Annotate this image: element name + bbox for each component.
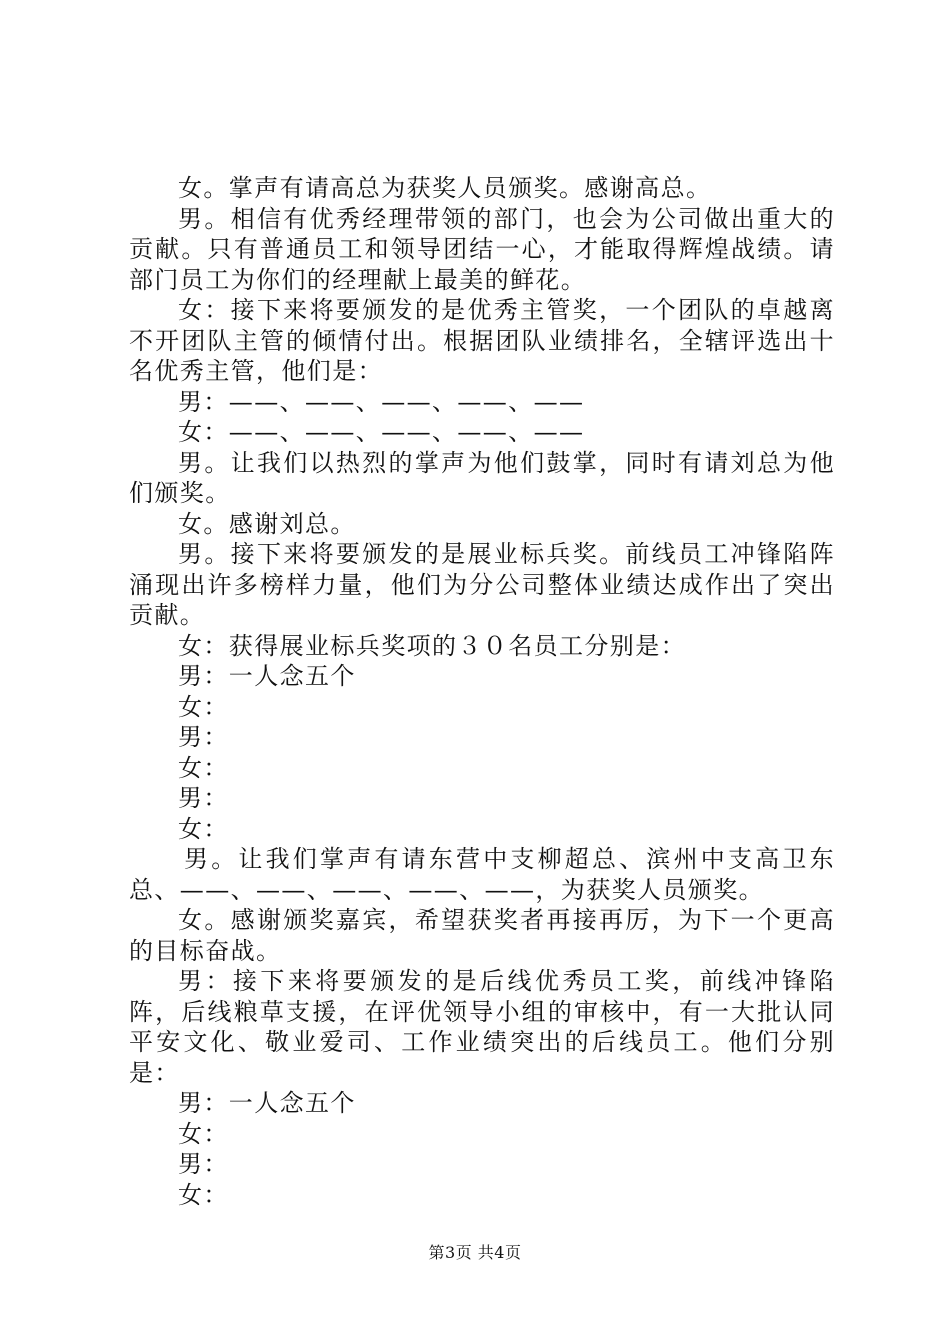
paragraph: 男：——、——、——、——、—— (178, 387, 585, 416)
paragraph: 女。感谢刘总。 (178, 509, 356, 538)
paragraph: 女： (178, 1180, 229, 1209)
paragraph: 女。感谢颁奖嘉宾，希望获奖者再接再厉，为下一个更高的目标奋战。 (129, 906, 835, 965)
paragraph: 男。接下来将要颁发的是展业标兵奖。前线员工冲锋陷阵涌现出许多榜样力量，他们为分公司整体业绩达成作出了突出贡献。 (129, 540, 835, 629)
paragraph: 男。让我们掌声有请东营中支柳超总、滨州中支高卫东总、——、——、——、——、——，为获奖人员颁奖。 (129, 845, 835, 904)
paragraph: 男：一人念五个 (178, 1089, 356, 1117)
paragraph: 女。掌声有请高总为获奖人员颁奖。感谢高总。 (178, 174, 712, 202)
paragraph: 男。让我们以热烈的掌声为他们鼓掌，同时有请刘总为他们颁奖。 (129, 448, 835, 507)
paragraph: 女： (178, 692, 229, 721)
paragraph: 男： (178, 1150, 229, 1178)
paragraph: 女：获得展业标兵奖项的３０名员工分别是： (178, 631, 686, 660)
paragraph: 男：接下来将要颁发的是后线优秀员工奖，前线冲锋陷阵，后线粮草支援，在评优领导小组的审核中，有一大批认同平安文化、敬业爱司、工作业绩突出的后线员工。他们分别是： (129, 967, 835, 1087)
page-number-footer: 第3页 共4页 (428, 1243, 522, 1262)
paragraph: 女： (178, 814, 229, 843)
paragraph: 女： (178, 753, 229, 782)
paragraph: 男：一人念五个 (178, 662, 356, 690)
paragraph: 女： (178, 1119, 229, 1148)
paragraph: 女：接下来将要颁发的是优秀主管奖，一个团队的卓越离不开团队主管的倾情付出。根据团队业绩排名，全辖评选出十名优秀主管，他们是： (129, 296, 835, 385)
document-body (129, 173, 835, 1210)
paragraph: 男： (178, 784, 229, 812)
paragraph: 女：——、——、——、——、—— (178, 418, 585, 446)
paragraph: 男： (178, 723, 229, 751)
paragraph: 男。相信有优秀经理带领的部门，也会为公司做出重大的贡献。只有普通员工和领导团结一心，才能取得辉煌战绩。请部门员工为你们的经理献上最美的鲜花。 (129, 204, 835, 294)
